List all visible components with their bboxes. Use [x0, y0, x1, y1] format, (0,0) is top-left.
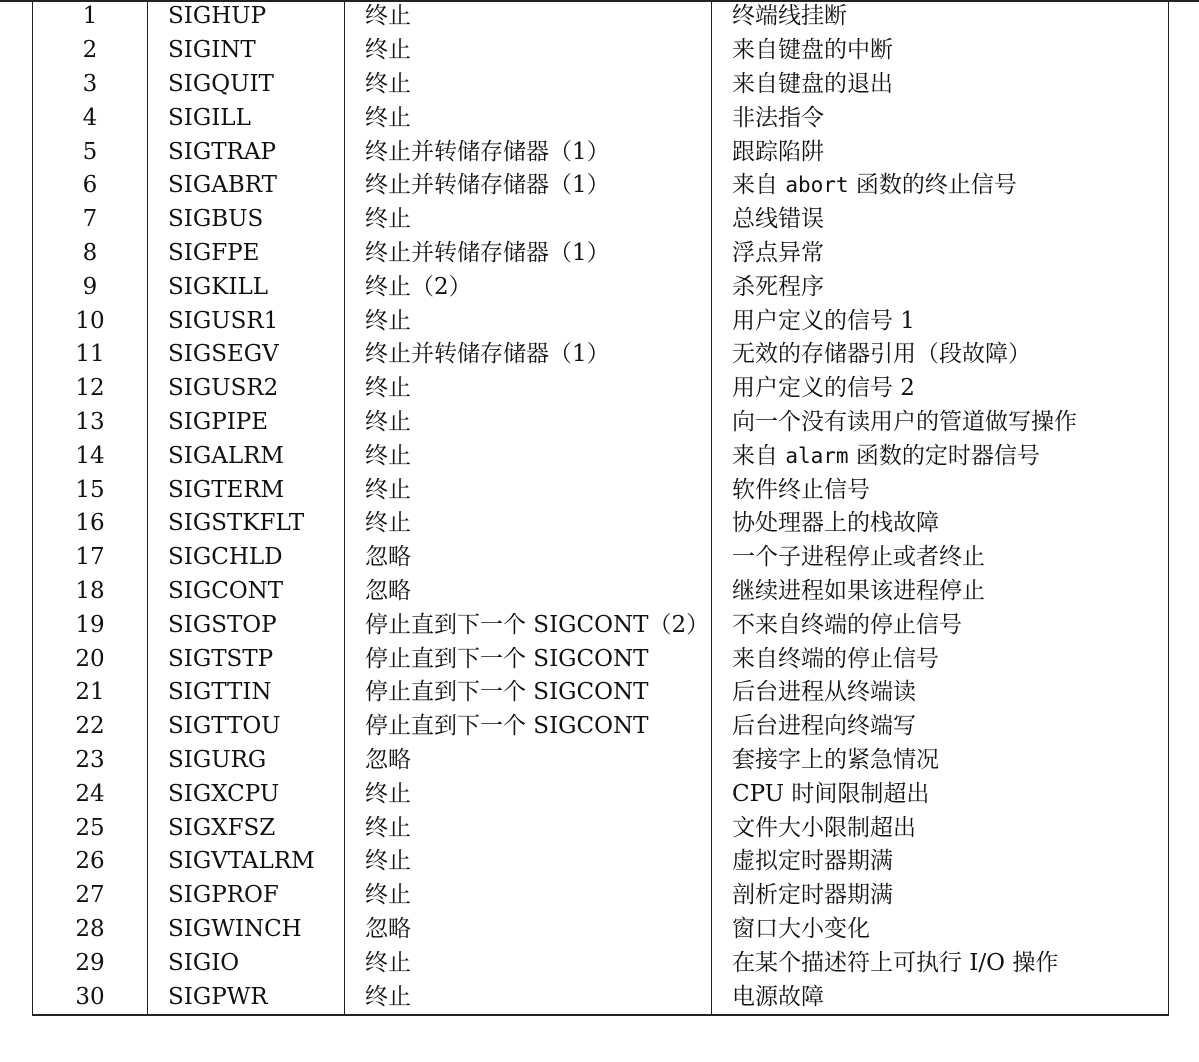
signal-number: 14	[33, 439, 148, 473]
default-action: 终止	[345, 0, 712, 34]
signal-description: 向一个没有读用户的管道做写操作	[712, 406, 1169, 440]
signal-description: 不来自终端的停止信号	[712, 608, 1169, 642]
signal-description: 继续进程如果该进程停止	[712, 575, 1169, 609]
signal-name: SIGXCPU	[148, 777, 345, 811]
table-row	[33, 270, 1169, 304]
signal-description	[712, 439, 1169, 473]
signal-number: 28	[33, 913, 148, 947]
default-action: 终止	[345, 372, 712, 406]
table-row	[33, 135, 1169, 169]
signal-name: SIGQUIT	[148, 68, 345, 102]
signal-name: SIGKILL	[148, 270, 345, 304]
signal-description: 用户定义的信号 1	[712, 304, 1169, 338]
signal-name: SIGUSR2	[148, 372, 345, 406]
signal-table	[32, 0, 1169, 1016]
signal-description: 套接字上的紧急情况	[712, 744, 1169, 778]
signal-name: SIGWINCH	[148, 913, 345, 947]
table-row	[33, 338, 1169, 372]
signal-name: SIGINT	[148, 34, 345, 68]
signal-description: 终端线挂断	[712, 0, 1169, 34]
table-row	[33, 169, 1169, 203]
signal-description: 软件终止信号	[712, 473, 1169, 507]
signal-description: 后台进程从终端读	[712, 676, 1169, 710]
default-action: 终止	[345, 811, 712, 845]
signal-name: SIGPIPE	[148, 406, 345, 440]
table-row	[33, 68, 1169, 102]
default-action: 忽略	[345, 541, 712, 575]
signal-number: 17	[33, 541, 148, 575]
default-action: 终止并转储存储器（1）	[345, 135, 712, 169]
signal-description: 无效的存储器引用（段故障）	[712, 338, 1169, 372]
default-action: 忽略	[345, 913, 712, 947]
table-row	[33, 744, 1169, 778]
signal-number: 25	[33, 811, 148, 845]
signal-description: 来自键盘的中断	[712, 34, 1169, 68]
default-action: 停止直到下一个 SIGCONT	[345, 676, 712, 710]
default-action: 停止直到下一个 SIGCONT（2）	[345, 608, 712, 642]
default-action: 忽略	[345, 575, 712, 609]
signal-description: 一个子进程停止或者终止	[712, 541, 1169, 575]
signal-description: 跟踪陷阱	[712, 135, 1169, 169]
table-row	[33, 575, 1169, 609]
signal-name: SIGSEGV	[148, 338, 345, 372]
signal-number: 2	[33, 34, 148, 68]
signal-name: SIGCONT	[148, 575, 345, 609]
signal-description: 浮点异常	[712, 237, 1169, 271]
signal-number: 19	[33, 608, 148, 642]
signal-number: 4	[33, 101, 148, 135]
default-action: 终止	[345, 406, 712, 440]
signal-number: 20	[33, 642, 148, 676]
default-action: 终止	[345, 68, 712, 102]
description-text: 来自	[732, 172, 786, 199]
signal-name: SIGILL	[148, 101, 345, 135]
table-row	[33, 710, 1169, 744]
signal-number: 29	[33, 946, 148, 980]
table-row	[33, 946, 1169, 980]
signal-name: SIGCHLD	[148, 541, 345, 575]
default-action: 终止并转储存储器（1）	[345, 237, 712, 271]
signal-number: 21	[33, 676, 148, 710]
signal-number: 5	[33, 135, 148, 169]
signal-name: SIGHUP	[148, 0, 345, 34]
description-text: 函数的终止信号	[848, 172, 1017, 199]
signal-name: SIGALRM	[148, 439, 345, 473]
table-row	[33, 34, 1169, 68]
signal-name: SIGPWR	[148, 980, 345, 1015]
table-row	[33, 439, 1169, 473]
signal-number: 10	[33, 304, 148, 338]
default-action: 终止	[345, 203, 712, 237]
table-row	[33, 101, 1169, 135]
default-action: 终止并转储存储器（1）	[345, 338, 712, 372]
table-row	[33, 0, 1169, 34]
signal-number: 7	[33, 203, 148, 237]
default-action: 终止	[345, 879, 712, 913]
table-row	[33, 237, 1169, 271]
signal-name: SIGIO	[148, 946, 345, 980]
default-action: 终止	[345, 845, 712, 879]
default-action: 终止	[345, 980, 712, 1015]
description-text: 函数的定时器信号	[848, 442, 1040, 469]
function-name-code: alarm	[785, 443, 849, 468]
signal-number: 30	[33, 980, 148, 1015]
default-action: 终止	[345, 439, 712, 473]
signal-name: SIGABRT	[148, 169, 345, 203]
signal-description: CPU 时间限制超出	[712, 777, 1169, 811]
signal-name: SIGTTIN	[148, 676, 345, 710]
default-action: 终止	[345, 304, 712, 338]
signal-description: 协处理器上的栈故障	[712, 507, 1169, 541]
signal-number: 23	[33, 744, 148, 778]
signal-description: 后台进程向终端写	[712, 710, 1169, 744]
signal-name: SIGSTOP	[148, 608, 345, 642]
table-row	[33, 811, 1169, 845]
signal-name: SIGTRAP	[148, 135, 345, 169]
signal-number: 26	[33, 845, 148, 879]
signal-name: SIGTERM	[148, 473, 345, 507]
signal-description: 总线错误	[712, 203, 1169, 237]
signal-description: 窗口大小变化	[712, 913, 1169, 947]
signal-number: 9	[33, 270, 148, 304]
signal-number: 22	[33, 710, 148, 744]
signal-number: 3	[33, 68, 148, 102]
table-row	[33, 676, 1169, 710]
signal-name: SIGFPE	[148, 237, 345, 271]
signal-number: 24	[33, 777, 148, 811]
signal-number: 13	[33, 406, 148, 440]
signal-number: 12	[33, 372, 148, 406]
function-name-code: abort	[785, 173, 849, 198]
table-row	[33, 507, 1169, 541]
signal-name: SIGBUS	[148, 203, 345, 237]
signal-number: 18	[33, 575, 148, 609]
table-row	[33, 203, 1169, 237]
default-action: 终止	[345, 101, 712, 135]
signal-description: 来自键盘的退出	[712, 68, 1169, 102]
default-action: 终止（2）	[345, 270, 712, 304]
table-row	[33, 913, 1169, 947]
table-row	[33, 473, 1169, 507]
signal-description: 虚拟定时器期满	[712, 845, 1169, 879]
signal-description: 电源故障	[712, 980, 1169, 1015]
signal-name: SIGTTOU	[148, 710, 345, 744]
signal-description	[712, 169, 1169, 203]
table-row	[33, 777, 1169, 811]
signal-number: 1	[33, 0, 148, 34]
default-action: 忽略	[345, 744, 712, 778]
default-action: 终止	[345, 507, 712, 541]
signal-name: SIGVTALRM	[148, 845, 345, 879]
default-action: 停止直到下一个 SIGCONT	[345, 710, 712, 744]
default-action: 终止	[345, 946, 712, 980]
signal-description: 来自终端的停止信号	[712, 642, 1169, 676]
table-row	[33, 541, 1169, 575]
signal-description: 剖析定时器期满	[712, 879, 1169, 913]
signal-name: SIGURG	[148, 744, 345, 778]
signal-table-body	[33, 0, 1169, 1015]
signal-number: 15	[33, 473, 148, 507]
signal-number: 11	[33, 338, 148, 372]
table-row	[33, 304, 1169, 338]
signal-number: 8	[33, 237, 148, 271]
signal-name: SIGTSTP	[148, 642, 345, 676]
signal-description: 非法指令	[712, 101, 1169, 135]
signal-name: SIGPROF	[148, 879, 345, 913]
table-row	[33, 406, 1169, 440]
default-action: 停止直到下一个 SIGCONT	[345, 642, 712, 676]
table-row	[33, 372, 1169, 406]
signal-description: 在某个描述符上可执行 I/O 操作	[712, 946, 1169, 980]
signal-number: 16	[33, 507, 148, 541]
description-text: 来自	[732, 442, 786, 469]
signal-description: 文件大小限制超出	[712, 811, 1169, 845]
default-action: 终止	[345, 473, 712, 507]
table-row	[33, 980, 1169, 1015]
default-action: 终止并转储存储器（1）	[345, 169, 712, 203]
signal-description: 用户定义的信号 2	[712, 372, 1169, 406]
table-row	[33, 608, 1169, 642]
signal-number: 6	[33, 169, 148, 203]
default-action: 终止	[345, 34, 712, 68]
default-action: 终止	[345, 777, 712, 811]
table-row	[33, 845, 1169, 879]
signal-name: SIGXFSZ	[148, 811, 345, 845]
signal-name: SIGUSR1	[148, 304, 345, 338]
table-row	[33, 642, 1169, 676]
signal-number: 27	[33, 879, 148, 913]
table-row	[33, 879, 1169, 913]
signal-name: SIGSTKFLT	[148, 507, 345, 541]
signal-description: 杀死程序	[712, 270, 1169, 304]
